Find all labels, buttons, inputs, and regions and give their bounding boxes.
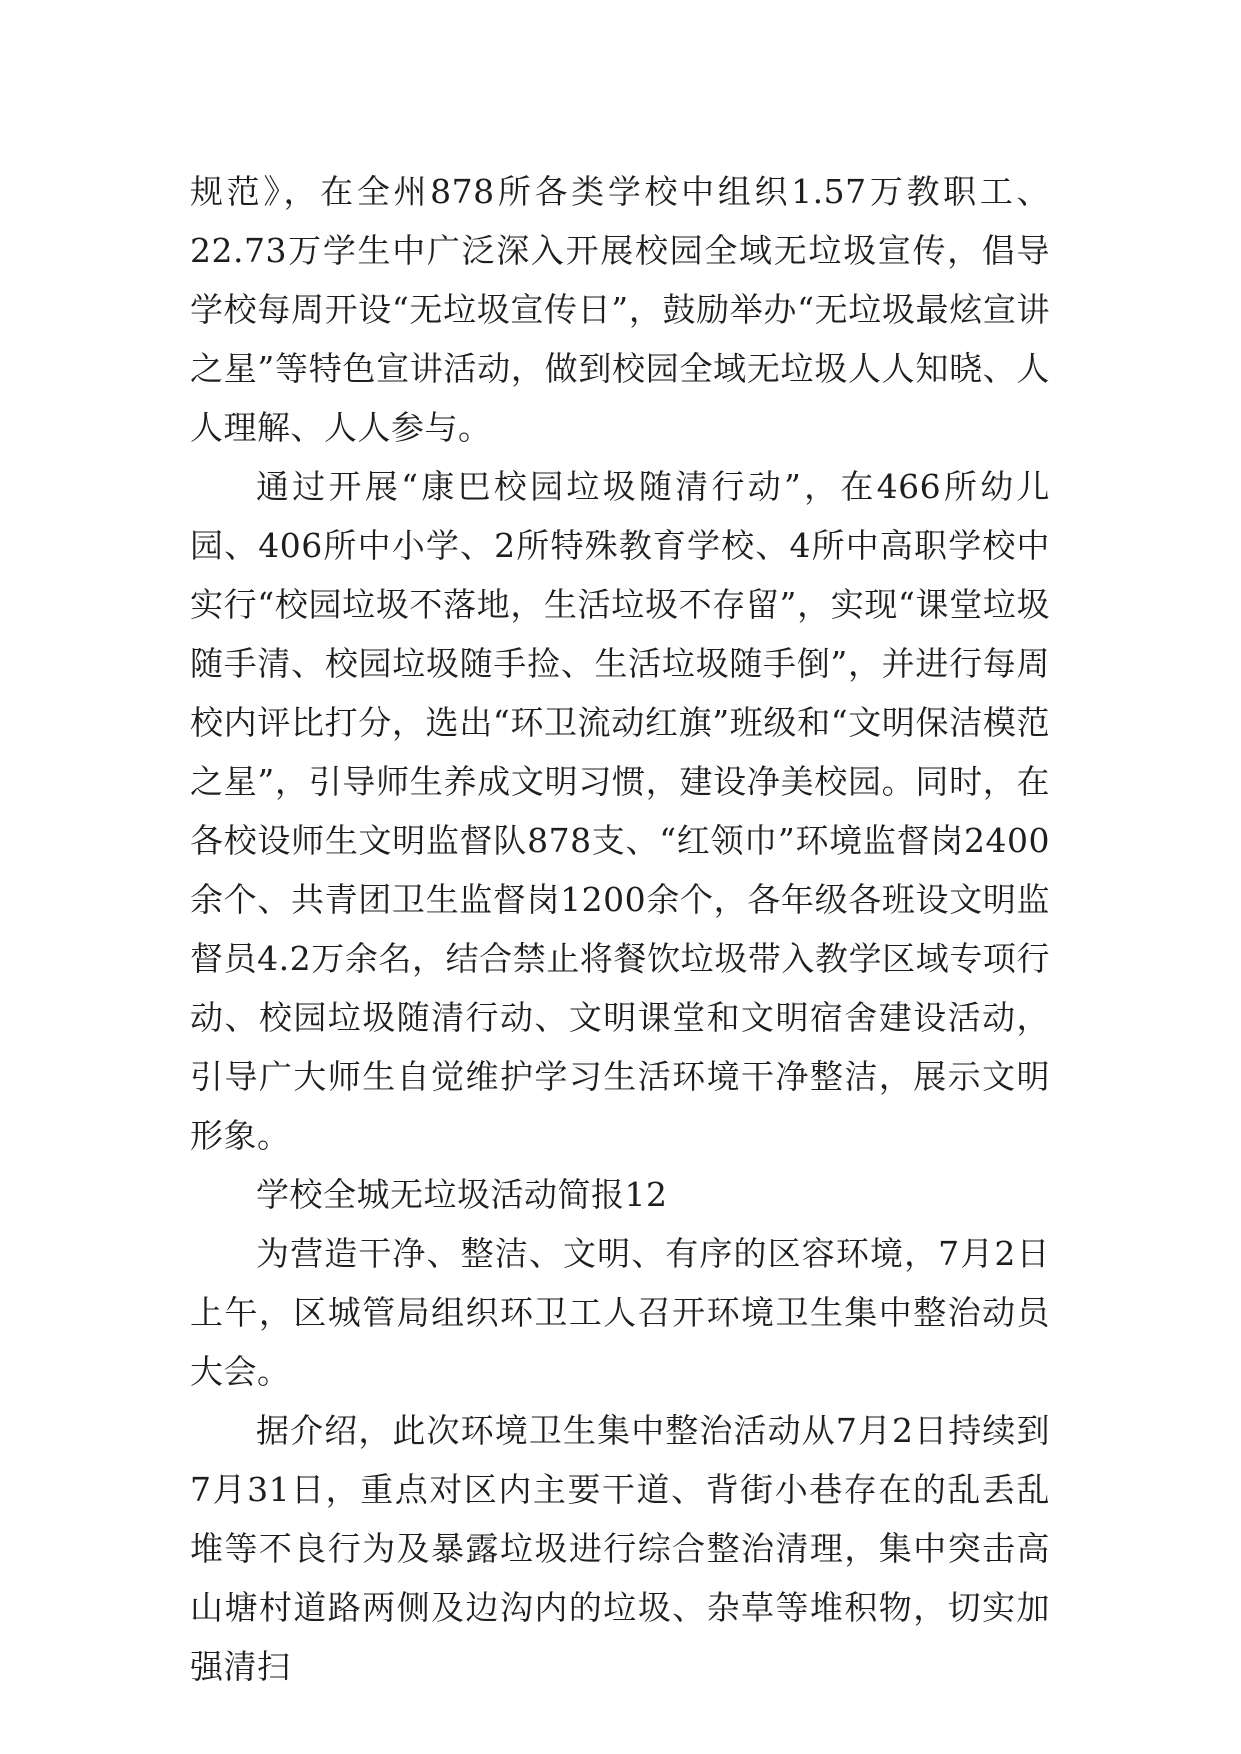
paragraph-campus-cleanup: 通过开展“康巴校园垃圾随清行动”，在466所幼儿园、406所中小学、2所特殊教育学校、4所中高职学校中实行“校园垃圾不落地，生活垃圾不存留”，实现“课堂垃圾随手清、校园垃圾随手捡、生活垃圾随手倒”，并进行每周校内评比打分，选出“环卫流动红旗”班级和“文明保洁模范之星”，引导师生养成文明习惯，建设净美校园。同时，在各校设师生文明监督队878支、“红领巾”环境监督岗2400余个、共青团卫生监督岗1200余个，各年级各班设文明监督员4.2万余名，结合禁止将餐饮垃圾带入教学区域专项行动、校园垃圾随清行动、文明课堂和文明宿舍建设活动，引导广大师生自觉维护学习生活环境干净整洁，展示文明形象。 [190, 467, 1050, 1155]
section-heading: 学校全城无垃圾活动简报12 [256, 1175, 668, 1214]
paragraph-continuation: 规范》，在全州878所各类学校中组织1.57万教职工、22.73万学生中广泛深入开展校园全域无垃圾宣传，倡导学校每周开设“无垃圾宣传日”，鼓励举办“无垃圾最炫宣讲之星”等特色宣讲活动，做到校园全域无垃圾人人知晓、人人理解、人人参与。 [190, 172, 1050, 447]
paragraph-remediation: 据介绍，此次环境卫生集中整治活动从7月2日持续到7月31日，重点对区内主要干道、背街小巷存在的乱丢乱堆等不良行为及暴露垃圾进行综合整治清理，集中突击高山塘村道路两侧及边沟内的垃圾、杂草等堆积物，切实加强清扫 [190, 1411, 1050, 1686]
document-body [190, 162, 1050, 1696]
paragraph-mobilization: 为营造干净、整洁、文明、有序的区容环境，7月2日上午，区城管局组织环卫工人召开环境卫生集中整治动员大会。 [190, 1234, 1050, 1391]
